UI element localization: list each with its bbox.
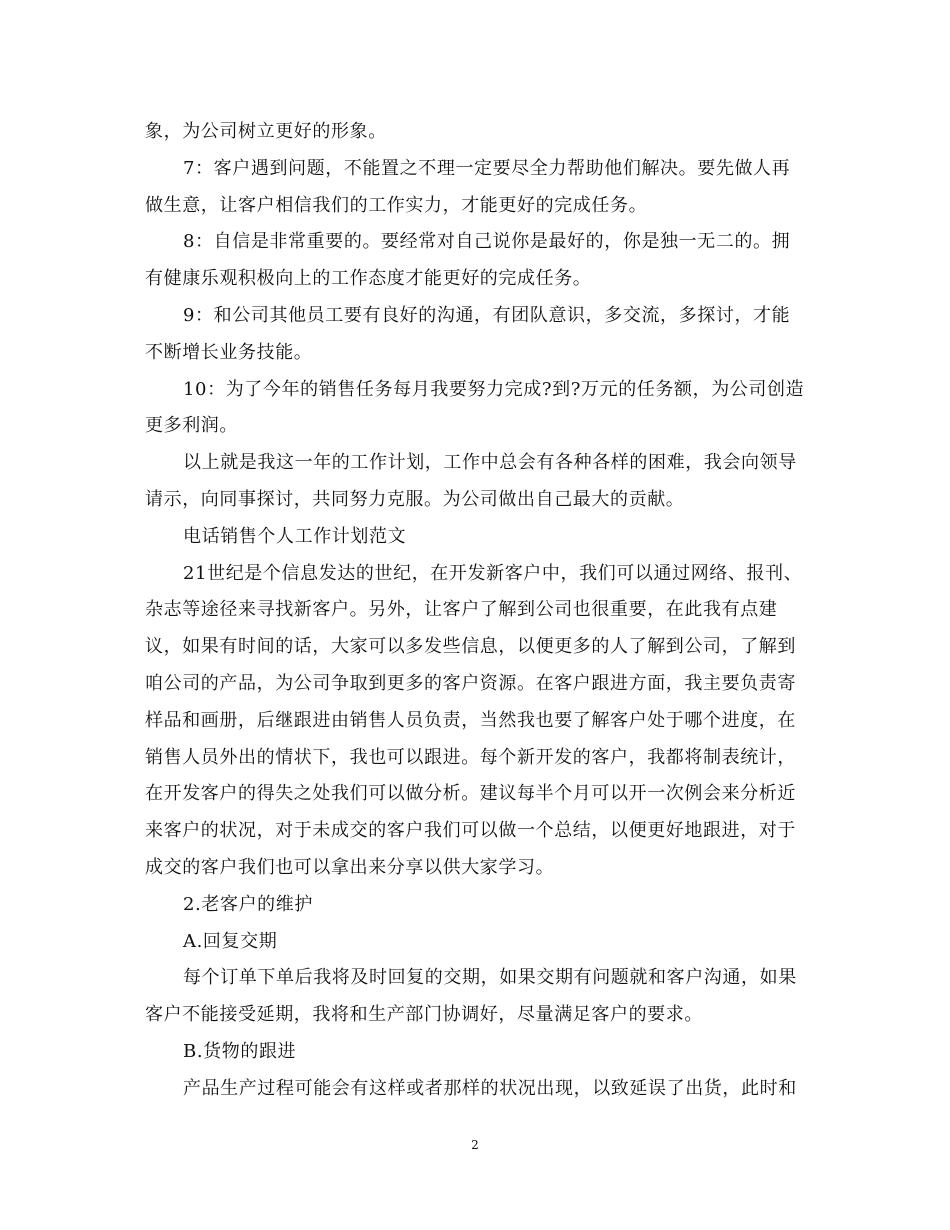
text-line: 议，如果有时间的话，大家可以多发些信息，以便更多的人了解到公司，了解到 [145, 636, 796, 658]
text-line: 7：客户遇到问题，不能置之不理一定要尽全力帮助他们解决。要先做人再 [183, 157, 791, 179]
page-number: 2 [471, 1138, 479, 1152]
subsection-heading: B.货物的跟进 [183, 1040, 297, 1062]
subsection-heading: A.回复交期 [183, 930, 278, 952]
text-line: 9：和公司其他员工要有良好的沟通，有团队意识，多交流，多探讨，才能 [183, 304, 791, 326]
text-line: 8：自信是非常重要的。要经常对自己说你是最好的，你是独一无二的。拥 [183, 231, 791, 253]
text-line: 以上就是我这一年的工作计划，工作中总会有各种各样的困难，我会向领导 [183, 452, 797, 474]
text-line: 更多利润。 [145, 415, 238, 437]
text-line: 咱公司的产品，为公司争取到更多的客户资源。在客户跟进方面，我主要负责寄 [145, 672, 796, 694]
text-line: 21世纪是个信息发达的世纪，在开发新客户中，我们可以通过网络、报刊、 [183, 562, 803, 584]
section-heading: 电话销售个人工作计划范文 [183, 525, 407, 547]
text-line: 不断增长业务技能。 [145, 341, 313, 363]
text-line: 销售人员外出的情状下，我也可以跟进。每个新开发的客户，我都将制表统计， [145, 746, 796, 768]
text-line: 10：为了今年的销售任务每月我要努力完成?到?万元的任务额，为公司创造 [183, 378, 805, 400]
text-line: 客户不能接受延期，我将和生产部门协调好，尽量满足客户的要求。 [145, 1004, 703, 1026]
text-line: 有健康乐观积极向上的工作态度才能更好的完成任务。 [145, 268, 592, 290]
text-line: 在开发客户的得失之处我们可以做分析。建议每半个月可以开一次例会来分析近 [145, 783, 796, 805]
text-line: 做生意，让客户相信我们的工作实力，才能更好的完成任务。 [145, 194, 648, 216]
subsection-heading: 2.老客户的维护 [183, 893, 313, 915]
text-line: 样品和画册，后继跟进由销售人员负责，当然我也要了解客户处于哪个进度，在 [145, 709, 796, 731]
text-line: 产品生产过程可能会有这样或者那样的状况出现，以致延误了出货，此时和 [183, 1077, 797, 1099]
text-line: 每个订单下单后我将及时回复的交期，如果交期有问题就和客户沟通，如果 [183, 967, 797, 989]
text-line: 来客户的状况，对于未成交的客户我们可以做一个总结，以便更好地跟进，对于 [145, 820, 796, 842]
text-line: 杂志等途径来寻找新客户。另外，让客户了解到公司也很重要，在此我有点建 [145, 599, 778, 621]
text-line: 成交的客户我们也可以拿出来分享以供大家学习。 [145, 856, 555, 878]
document-body [145, 114, 805, 1108]
text-line: 象，为公司树立更好的形象。 [145, 121, 387, 142]
text-line: 请示，向同事探讨，共同努力克服。为公司做出自己最大的贡献。 [145, 488, 685, 510]
